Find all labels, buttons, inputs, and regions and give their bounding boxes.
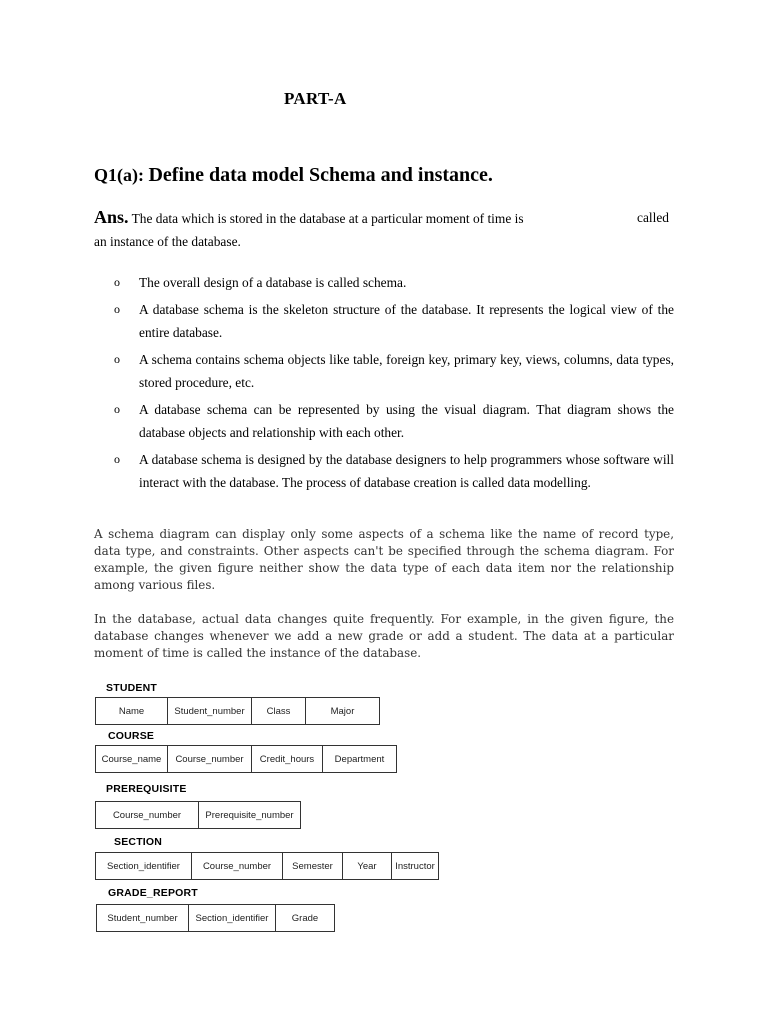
- table-column: Class: [252, 698, 306, 724]
- table-column: Name: [96, 698, 168, 724]
- table-column: Semester: [283, 853, 343, 879]
- answer-text-line1: The data which is stored in the database at a particular moment of time is: [131, 211, 524, 226]
- bullet-marker-icon: o: [114, 275, 120, 289]
- bullet-marker-icon: o: [114, 301, 120, 316]
- table-prerequisite: [95, 801, 301, 829]
- table-column: Grade: [291, 912, 319, 924]
- question-label: Q1(a):: [94, 165, 149, 185]
- bullet-item: [114, 298, 674, 345]
- table-student: [95, 697, 380, 725]
- table-column: Department: [334, 753, 385, 765]
- answer-label: Ans.: [94, 207, 129, 227]
- bullet-text: A database schema is the skeleton structure of the database. It represents the logical view of the entire database.: [139, 301, 674, 340]
- table-name-prerequisite: PREREQUISITE: [106, 783, 187, 795]
- bullet-marker-icon: o: [114, 401, 120, 416]
- table-column: Course_number: [168, 746, 252, 772]
- table-column: Student_number: [168, 698, 252, 724]
- table-column: Prerequisite_number: [205, 809, 294, 821]
- answer-text-line2: an instance of the database.: [94, 234, 241, 249]
- bullet-text: A database schema can be represented by using the visual diagram. That diagram shows the database objects and relationship with each other.: [139, 401, 674, 440]
- table-name-section: SECTION: [114, 836, 163, 848]
- table-column: Course_name: [96, 746, 168, 772]
- table-column: Student_number: [97, 905, 189, 931]
- table-column: Instructor: [395, 860, 435, 872]
- bullet-marker-icon: o: [114, 451, 120, 466]
- schema-bullet-list: [114, 271, 674, 498]
- table-column: Section_identifier: [189, 905, 276, 931]
- bullet-item: [114, 448, 674, 495]
- bullet-item: [114, 348, 674, 395]
- table-name-course: COURSE: [108, 730, 155, 742]
- bullet-text: A database schema is designed by the database designers to help programmers whose software will interact with the database. The process of database creation is called data modelling.: [139, 451, 674, 490]
- question-text: Define data model Schema and instance.: [148, 164, 493, 186]
- table-column: Year: [343, 853, 392, 879]
- part-title: PART-A: [284, 89, 347, 108]
- table-section: [95, 852, 439, 880]
- table-column: Credit_hours: [252, 746, 323, 772]
- table-column: Course_number: [96, 802, 199, 828]
- table-name-grade-report: GRADE_REPORT: [108, 887, 198, 899]
- paragraph-schema-diagram: A schema diagram can display only some aspects of a schema like the name of record type, data type, and constraints. Other aspects can't be specified through the schema diagram. For example, the given figure neither show the data type of each data item nor the relationship among various files.: [94, 527, 674, 592]
- bullet-item: [114, 271, 674, 295]
- table-column: Section_identifier: [96, 853, 192, 879]
- table-column: Major: [330, 705, 355, 717]
- bullet-text: A schema contains schema objects like table, foreign key, primary key, views, columns, data types, stored procedure, etc.: [139, 351, 674, 390]
- table-column: Course_number: [192, 853, 283, 879]
- answer-text-tail: called: [637, 210, 669, 225]
- bullet-text: The overall design of a database is called schema.: [139, 275, 407, 290]
- answer-line-1: [94, 207, 674, 228]
- table-name-student: STUDENT: [106, 682, 157, 694]
- bullet-item: [114, 398, 674, 445]
- question-heading: [94, 164, 493, 187]
- table-course: [95, 745, 397, 773]
- paragraph-instance: In the database, actual data changes quite frequently. For example, in the given figure, the database changes whenever we add a new grade or add a student. The data at a particular moment of time is called the instance of the database.: [94, 612, 674, 660]
- table-grade-report: [96, 904, 335, 932]
- bullet-marker-icon: o: [114, 351, 120, 366]
